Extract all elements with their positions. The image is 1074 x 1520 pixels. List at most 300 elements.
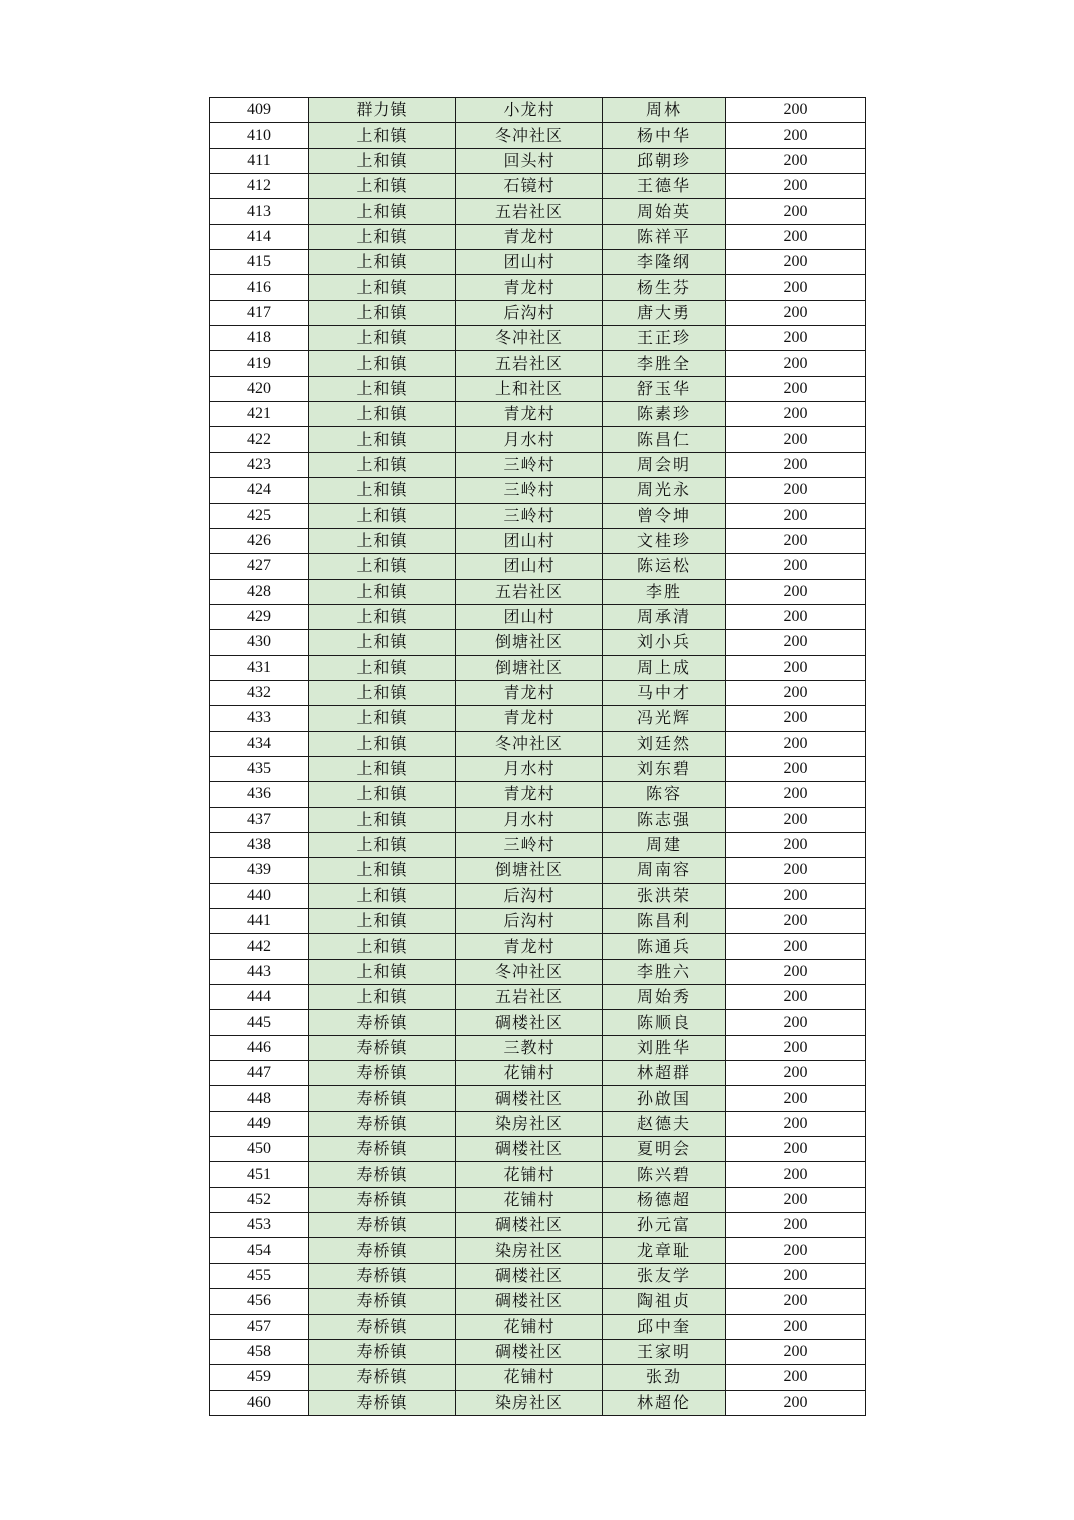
person-name-cell: 陈运松 <box>603 554 726 579</box>
amount-cell: 200 <box>726 250 866 275</box>
table-row <box>210 604 866 629</box>
amount-cell: 200 <box>726 1238 866 1263</box>
town-cell: 上和镇 <box>309 680 456 705</box>
amount-cell: 200 <box>726 1010 866 1035</box>
village-cell: 回头村 <box>456 148 603 173</box>
person-name-cell: 赵德夫 <box>603 1111 726 1136</box>
town-cell: 上和镇 <box>309 528 456 553</box>
serial-number-cell: 435 <box>210 756 309 781</box>
serial-number-cell: 419 <box>210 351 309 376</box>
town-cell: 上和镇 <box>309 959 456 984</box>
serial-number-cell: 424 <box>210 478 309 503</box>
serial-number-cell: 410 <box>210 123 309 148</box>
town-cell: 上和镇 <box>309 655 456 680</box>
table-row <box>210 1238 866 1263</box>
serial-number-cell: 423 <box>210 452 309 477</box>
serial-number-cell: 438 <box>210 832 309 857</box>
village-cell: 花铺村 <box>456 1314 603 1339</box>
table-row <box>210 807 866 832</box>
town-cell: 上和镇 <box>309 478 456 503</box>
town-cell: 寿桥镇 <box>309 1339 456 1364</box>
village-cell: 月水村 <box>456 427 603 452</box>
table-row <box>210 123 866 148</box>
person-name-cell: 马中才 <box>603 680 726 705</box>
village-cell: 倒塘社区 <box>456 858 603 883</box>
amount-cell: 200 <box>726 858 866 883</box>
town-cell: 上和镇 <box>309 402 456 427</box>
amount-cell: 200 <box>726 1263 866 1288</box>
table-row <box>210 1314 866 1339</box>
town-cell: 上和镇 <box>309 275 456 300</box>
town-cell: 寿桥镇 <box>309 1314 456 1339</box>
person-name-cell: 陈素珍 <box>603 402 726 427</box>
person-name-cell: 李隆纲 <box>603 250 726 275</box>
village-cell: 上和社区 <box>456 376 603 401</box>
town-cell: 上和镇 <box>309 300 456 325</box>
village-cell: 后沟村 <box>456 300 603 325</box>
table-row <box>210 858 866 883</box>
amount-cell: 200 <box>726 655 866 680</box>
table-row <box>210 1213 866 1238</box>
village-cell: 后沟村 <box>456 909 603 934</box>
amount-cell: 200 <box>726 478 866 503</box>
village-cell: 青龙村 <box>456 706 603 731</box>
village-cell: 后沟村 <box>456 883 603 908</box>
table-row <box>210 579 866 604</box>
table-row <box>210 1187 866 1212</box>
serial-number-cell: 422 <box>210 427 309 452</box>
village-cell: 碉楼社区 <box>456 1137 603 1162</box>
serial-number-cell: 440 <box>210 883 309 908</box>
amount-cell: 200 <box>726 123 866 148</box>
table-row <box>210 1263 866 1288</box>
amount-cell: 200 <box>726 1365 866 1390</box>
village-cell: 三岭村 <box>456 452 603 477</box>
amount-cell: 200 <box>726 326 866 351</box>
serial-number-cell: 411 <box>210 148 309 173</box>
amount-cell: 200 <box>726 604 866 629</box>
village-cell: 三岭村 <box>456 478 603 503</box>
amount-cell: 200 <box>726 1390 866 1415</box>
person-name-cell: 唐大勇 <box>603 300 726 325</box>
amount-cell: 200 <box>726 503 866 528</box>
person-name-cell: 杨中华 <box>603 123 726 148</box>
table-row <box>210 1162 866 1187</box>
amount-cell: 200 <box>726 1339 866 1364</box>
town-cell: 寿桥镇 <box>309 1010 456 1035</box>
serial-number-cell: 416 <box>210 275 309 300</box>
table-row <box>210 832 866 857</box>
serial-number-cell: 454 <box>210 1238 309 1263</box>
person-name-cell: 张劲 <box>603 1365 726 1390</box>
village-cell: 冬冲社区 <box>456 959 603 984</box>
amount-cell: 200 <box>726 224 866 249</box>
person-name-cell: 王家明 <box>603 1339 726 1364</box>
town-cell: 上和镇 <box>309 326 456 351</box>
person-name-cell: 龙章耻 <box>603 1238 726 1263</box>
village-cell: 石镜村 <box>456 174 603 199</box>
serial-number-cell: 412 <box>210 174 309 199</box>
town-cell: 寿桥镇 <box>309 1086 456 1111</box>
table-row <box>210 1365 866 1390</box>
serial-number-cell: 439 <box>210 858 309 883</box>
town-cell: 寿桥镇 <box>309 1213 456 1238</box>
serial-number-cell: 449 <box>210 1111 309 1136</box>
village-cell: 染房社区 <box>456 1111 603 1136</box>
town-cell: 上和镇 <box>309 554 456 579</box>
serial-number-cell: 436 <box>210 782 309 807</box>
serial-number-cell: 434 <box>210 731 309 756</box>
town-cell: 上和镇 <box>309 706 456 731</box>
village-cell: 青龙村 <box>456 402 603 427</box>
amount-cell: 200 <box>726 731 866 756</box>
serial-number-cell: 457 <box>210 1314 309 1339</box>
amount-cell: 200 <box>726 985 866 1010</box>
person-name-cell: 李胜 <box>603 579 726 604</box>
village-cell: 碉楼社区 <box>456 1263 603 1288</box>
person-name-cell: 刘小兵 <box>603 630 726 655</box>
village-cell: 冬冲社区 <box>456 731 603 756</box>
amount-cell: 200 <box>726 680 866 705</box>
table-row <box>210 376 866 401</box>
person-name-cell: 陈顺良 <box>603 1010 726 1035</box>
town-cell: 上和镇 <box>309 123 456 148</box>
amount-cell: 200 <box>726 1289 866 1314</box>
amount-cell: 200 <box>726 959 866 984</box>
person-name-cell: 文桂珍 <box>603 528 726 553</box>
town-cell: 寿桥镇 <box>309 1390 456 1415</box>
serial-number-cell: 420 <box>210 376 309 401</box>
table-row <box>210 478 866 503</box>
person-name-cell: 周上成 <box>603 655 726 680</box>
person-name-cell: 舒玉华 <box>603 376 726 401</box>
village-cell: 染房社区 <box>456 1238 603 1263</box>
table-row <box>210 706 866 731</box>
table-row <box>210 1390 866 1415</box>
amount-cell: 200 <box>726 1035 866 1060</box>
village-cell: 月水村 <box>456 756 603 781</box>
person-name-cell: 陈昌利 <box>603 909 726 934</box>
serial-number-cell: 427 <box>210 554 309 579</box>
serial-number-cell: 453 <box>210 1213 309 1238</box>
serial-number-cell: 459 <box>210 1365 309 1390</box>
table-row <box>210 148 866 173</box>
person-name-cell: 陶祖贞 <box>603 1289 726 1314</box>
table-row <box>210 1339 866 1364</box>
table-row <box>210 630 866 655</box>
serial-number-cell: 450 <box>210 1137 309 1162</box>
amount-cell: 200 <box>726 376 866 401</box>
serial-number-cell: 428 <box>210 579 309 604</box>
town-cell: 上和镇 <box>309 250 456 275</box>
village-cell: 青龙村 <box>456 275 603 300</box>
table-row <box>210 756 866 781</box>
village-cell: 青龙村 <box>456 934 603 959</box>
person-name-cell: 林超伦 <box>603 1390 726 1415</box>
village-cell: 三岭村 <box>456 503 603 528</box>
town-cell: 上和镇 <box>309 427 456 452</box>
town-cell: 上和镇 <box>309 858 456 883</box>
serial-number-cell: 415 <box>210 250 309 275</box>
serial-number-cell: 455 <box>210 1263 309 1288</box>
town-cell: 上和镇 <box>309 224 456 249</box>
serial-number-cell: 432 <box>210 680 309 705</box>
person-name-cell: 冯光辉 <box>603 706 726 731</box>
town-cell: 上和镇 <box>309 985 456 1010</box>
amount-cell: 200 <box>726 148 866 173</box>
village-cell: 小龙村 <box>456 98 603 123</box>
town-cell: 寿桥镇 <box>309 1137 456 1162</box>
village-cell: 花铺村 <box>456 1061 603 1086</box>
table-row <box>210 782 866 807</box>
table-row <box>210 452 866 477</box>
person-name-cell: 刘廷然 <box>603 731 726 756</box>
town-cell: 上和镇 <box>309 630 456 655</box>
person-name-cell: 周光永 <box>603 478 726 503</box>
town-cell: 上和镇 <box>309 756 456 781</box>
amount-cell: 200 <box>726 883 866 908</box>
serial-number-cell: 425 <box>210 503 309 528</box>
village-cell: 倒塘社区 <box>456 630 603 655</box>
serial-number-cell: 429 <box>210 604 309 629</box>
amount-cell: 200 <box>726 1162 866 1187</box>
table-row <box>210 1061 866 1086</box>
serial-number-cell: 442 <box>210 934 309 959</box>
village-cell: 花铺村 <box>456 1187 603 1212</box>
person-name-cell: 张洪荣 <box>603 883 726 908</box>
serial-number-cell: 452 <box>210 1187 309 1212</box>
amount-cell: 200 <box>726 782 866 807</box>
serial-number-cell: 433 <box>210 706 309 731</box>
village-cell: 团山村 <box>456 554 603 579</box>
serial-number-cell: 431 <box>210 655 309 680</box>
person-name-cell: 杨生芬 <box>603 275 726 300</box>
person-name-cell: 周林 <box>603 98 726 123</box>
person-name-cell: 周南容 <box>603 858 726 883</box>
town-cell: 寿桥镇 <box>309 1238 456 1263</box>
amount-cell: 200 <box>726 1213 866 1238</box>
amount-cell: 200 <box>726 1061 866 1086</box>
table-row <box>210 655 866 680</box>
amount-cell: 200 <box>726 174 866 199</box>
town-cell: 寿桥镇 <box>309 1263 456 1288</box>
table-row <box>210 909 866 934</box>
village-cell: 青龙村 <box>456 224 603 249</box>
town-cell: 上和镇 <box>309 909 456 934</box>
village-cell: 染房社区 <box>456 1390 603 1415</box>
town-cell: 上和镇 <box>309 351 456 376</box>
amount-cell: 200 <box>726 706 866 731</box>
town-cell: 上和镇 <box>309 807 456 832</box>
amount-cell: 200 <box>726 756 866 781</box>
town-cell: 寿桥镇 <box>309 1162 456 1187</box>
amount-cell: 200 <box>726 579 866 604</box>
village-cell: 冬冲社区 <box>456 123 603 148</box>
town-cell: 上和镇 <box>309 199 456 224</box>
serial-number-cell: 417 <box>210 300 309 325</box>
amount-cell: 200 <box>726 1314 866 1339</box>
serial-number-cell: 413 <box>210 199 309 224</box>
village-cell: 碉楼社区 <box>456 1086 603 1111</box>
person-name-cell: 曾令坤 <box>603 503 726 528</box>
amount-cell: 200 <box>726 427 866 452</box>
table-row <box>210 199 866 224</box>
person-name-cell: 陈昌仁 <box>603 427 726 452</box>
person-name-cell: 陈祥平 <box>603 224 726 249</box>
serial-number-cell: 456 <box>210 1289 309 1314</box>
village-cell: 青龙村 <box>456 782 603 807</box>
serial-number-cell: 447 <box>210 1061 309 1086</box>
amount-cell: 200 <box>726 402 866 427</box>
serial-number-cell: 446 <box>210 1035 309 1060</box>
person-name-cell: 周建 <box>603 832 726 857</box>
person-name-cell: 周始英 <box>603 199 726 224</box>
person-name-cell: 陈兴碧 <box>603 1162 726 1187</box>
table-row <box>210 680 866 705</box>
table-body <box>210 98 866 1416</box>
person-name-cell: 张友学 <box>603 1263 726 1288</box>
town-cell: 寿桥镇 <box>309 1111 456 1136</box>
town-cell: 群力镇 <box>309 98 456 123</box>
person-name-cell: 刘东碧 <box>603 756 726 781</box>
village-cell: 碉楼社区 <box>456 1213 603 1238</box>
table-row <box>210 326 866 351</box>
amount-cell: 200 <box>726 807 866 832</box>
amount-cell: 200 <box>726 909 866 934</box>
serial-number-cell: 460 <box>210 1390 309 1415</box>
amount-cell: 200 <box>726 275 866 300</box>
village-cell: 倒塘社区 <box>456 655 603 680</box>
table-row <box>210 1289 866 1314</box>
village-cell: 团山村 <box>456 528 603 553</box>
person-name-cell: 陈志强 <box>603 807 726 832</box>
table-row <box>210 731 866 756</box>
table-row <box>210 427 866 452</box>
town-cell: 上和镇 <box>309 604 456 629</box>
table-row <box>210 934 866 959</box>
town-cell: 上和镇 <box>309 782 456 807</box>
town-cell: 寿桥镇 <box>309 1289 456 1314</box>
town-cell: 上和镇 <box>309 832 456 857</box>
town-cell: 上和镇 <box>309 579 456 604</box>
amount-cell: 200 <box>726 630 866 655</box>
person-name-cell: 邱中奎 <box>603 1314 726 1339</box>
town-cell: 寿桥镇 <box>309 1061 456 1086</box>
table-row <box>210 528 866 553</box>
town-cell: 寿桥镇 <box>309 1365 456 1390</box>
subsidy-table <box>209 97 866 1416</box>
amount-cell: 200 <box>726 452 866 477</box>
village-cell: 三岭村 <box>456 832 603 857</box>
table-row <box>210 174 866 199</box>
village-cell: 冬冲社区 <box>456 326 603 351</box>
table-row <box>210 1137 866 1162</box>
village-cell: 三教村 <box>456 1035 603 1060</box>
amount-cell: 200 <box>726 199 866 224</box>
village-cell: 五岩社区 <box>456 199 603 224</box>
person-name-cell: 孙元富 <box>603 1213 726 1238</box>
person-name-cell: 李胜六 <box>603 959 726 984</box>
village-cell: 花铺村 <box>456 1162 603 1187</box>
town-cell: 上和镇 <box>309 934 456 959</box>
serial-number-cell: 448 <box>210 1086 309 1111</box>
town-cell: 上和镇 <box>309 148 456 173</box>
village-cell: 团山村 <box>456 250 603 275</box>
person-name-cell: 周会明 <box>603 452 726 477</box>
village-cell: 月水村 <box>456 807 603 832</box>
town-cell: 上和镇 <box>309 452 456 477</box>
table-row <box>210 554 866 579</box>
village-cell: 五岩社区 <box>456 985 603 1010</box>
person-name-cell: 刘胜华 <box>603 1035 726 1060</box>
town-cell: 上和镇 <box>309 883 456 908</box>
person-name-cell: 李胜全 <box>603 351 726 376</box>
table-row <box>210 98 866 123</box>
serial-number-cell: 437 <box>210 807 309 832</box>
serial-number-cell: 445 <box>210 1010 309 1035</box>
person-name-cell: 周承清 <box>603 604 726 629</box>
table-row <box>210 1111 866 1136</box>
table-row <box>210 275 866 300</box>
town-cell: 上和镇 <box>309 503 456 528</box>
serial-number-cell: 414 <box>210 224 309 249</box>
amount-cell: 200 <box>726 528 866 553</box>
amount-cell: 200 <box>726 934 866 959</box>
serial-number-cell: 444 <box>210 985 309 1010</box>
serial-number-cell: 409 <box>210 98 309 123</box>
table-row <box>210 1086 866 1111</box>
person-name-cell: 孙啟国 <box>603 1086 726 1111</box>
amount-cell: 200 <box>726 98 866 123</box>
village-cell: 团山村 <box>456 604 603 629</box>
amount-cell: 200 <box>726 554 866 579</box>
village-cell: 五岩社区 <box>456 579 603 604</box>
serial-number-cell: 441 <box>210 909 309 934</box>
serial-number-cell: 451 <box>210 1162 309 1187</box>
amount-cell: 200 <box>726 1111 866 1136</box>
amount-cell: 200 <box>726 1086 866 1111</box>
table-row <box>210 402 866 427</box>
serial-number-cell: 421 <box>210 402 309 427</box>
amount-cell: 200 <box>726 351 866 376</box>
town-cell: 上和镇 <box>309 731 456 756</box>
person-name-cell: 林超群 <box>603 1061 726 1086</box>
serial-number-cell: 418 <box>210 326 309 351</box>
person-name-cell: 陈通兵 <box>603 934 726 959</box>
town-cell: 寿桥镇 <box>309 1187 456 1212</box>
table-row <box>210 300 866 325</box>
person-name-cell: 邱朝珍 <box>603 148 726 173</box>
table-row <box>210 1035 866 1060</box>
serial-number-cell: 430 <box>210 630 309 655</box>
table-row <box>210 351 866 376</box>
table-row <box>210 503 866 528</box>
village-cell: 青龙村 <box>456 680 603 705</box>
serial-number-cell: 443 <box>210 959 309 984</box>
table-row <box>210 250 866 275</box>
village-cell: 五岩社区 <box>456 351 603 376</box>
amount-cell: 200 <box>726 832 866 857</box>
table-row <box>210 959 866 984</box>
person-name-cell: 周始秀 <box>603 985 726 1010</box>
person-name-cell: 夏明会 <box>603 1137 726 1162</box>
town-cell: 上和镇 <box>309 174 456 199</box>
village-cell: 花铺村 <box>456 1365 603 1390</box>
person-name-cell: 王德华 <box>603 174 726 199</box>
table-row <box>210 224 866 249</box>
person-name-cell: 杨德超 <box>603 1187 726 1212</box>
town-cell: 寿桥镇 <box>309 1035 456 1060</box>
